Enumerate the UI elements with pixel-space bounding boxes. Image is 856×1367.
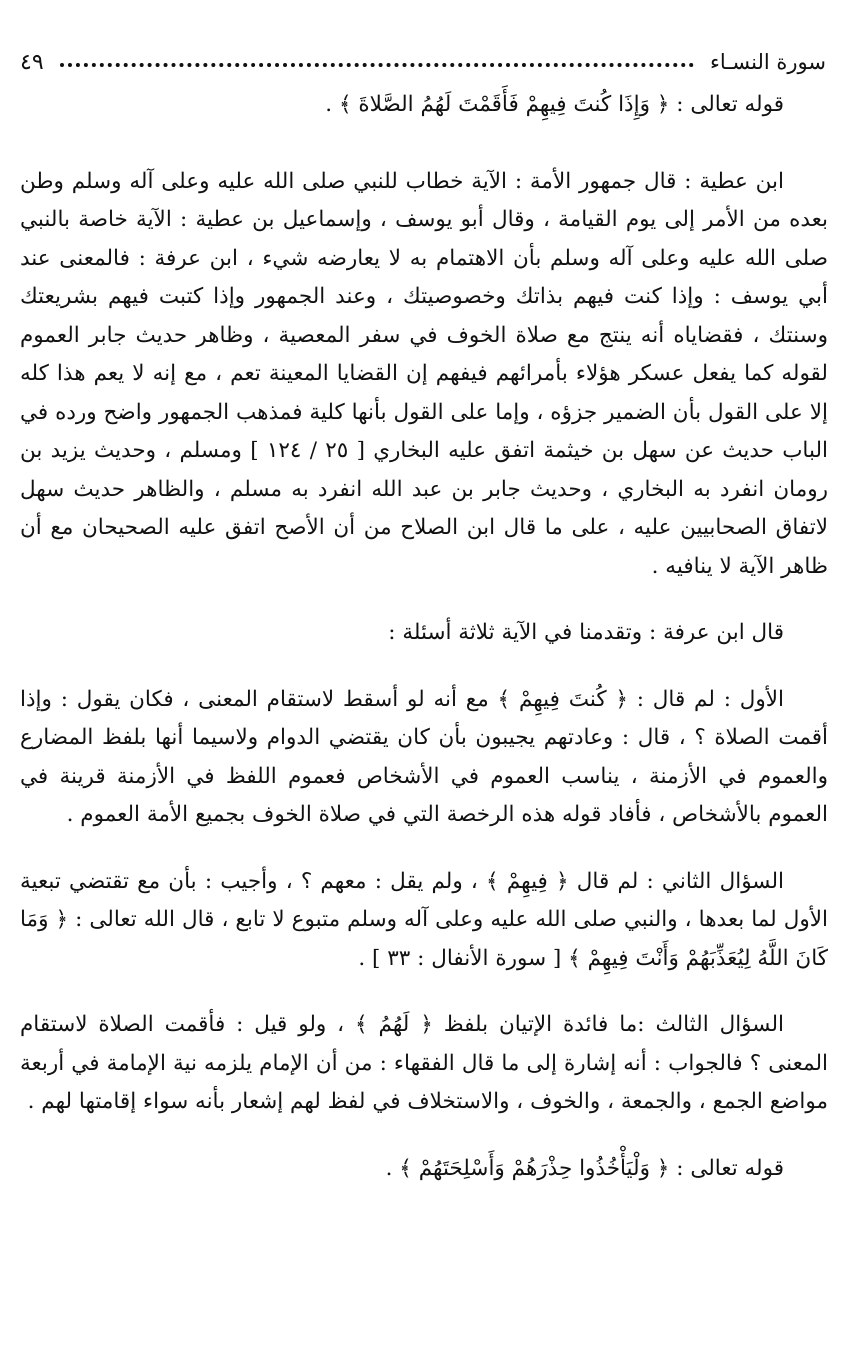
commentary-paragraph-question-3: السؤال الثالث :ما فائدة الإتيان بلفظ ﴿ لَهُمُ ﴾ ، ولو قيل : فأقمت الصلاة لاستقام المعنى ؟ فالجواب : أنه إشارة إلى ما قال الفقهاء : من أن الإمام يلزمه نية الإمامة في أربعة مواضع الجمع ، والجمعة ، والخوف ، والاستخلاف في لفظ لهم إشعار بأنه سواء إقامتها لهم . xyxy=(20,1012,828,1114)
page-header xyxy=(20,42,826,82)
verse-heading-2: قوله تعالى : ﴿ وَلْيَأْخُذُوا حِذْرَهُمْ وَأَسْلِحَتَهُمْ ﴾ . xyxy=(385,1155,784,1181)
commentary-paragraph-question-2: السؤال الثاني : لم قال ﴿ فِيهِمْ ﴾ ، ولم يقل : معهم ؟ ، وأجيب : بأن مع تقتضي تبعية الأول لما بعدها ، والنبي صلى الله عليه وعلى آله وسلم متبوع لا تابع ، قال الله تعالى : ﴿ وَمَا كَانَ اللَّهُ لِيُعَذِّبَهُمْ وَأَنْتَ فِيهِمْ ﴾ [ سورة الأنفال : ٣٣ ] . xyxy=(20,868,828,971)
commentary-paragraph-intro-questions: قال ابن عرفة : وتقدمنا في الآية ثلاثة أسئلة : xyxy=(388,620,784,645)
page-body xyxy=(20,86,828,1188)
header-dotted-rule xyxy=(60,57,694,67)
verse-heading-1: قوله تعالى : ﴿ وَإِذَا كُنتَ فِيهِمْ فَأَقَمْتَ لَهُمُ الصَّلاةَ ﴾ . xyxy=(325,92,784,117)
page-number: ٤٩ xyxy=(20,49,44,75)
surah-title: سورة النسـاء xyxy=(710,50,826,74)
commentary-paragraph-question-1: الأول : لم قال : ﴿ كُنتَ فِيهِمْ ﴾ مع أنه لو أسقط لاستقام المعنى ، فكان يقول : وإذا أقمت الصلاة ؟ ، قال : وعادتهم يجيبون بأن كان يقتضي الدوام ولاسيما أنها بلفظ المضارع والعموم في الأزمنة ، يناسب العموم في الأشخاص فعموم اللفظ في الأزمنة قرينة في العموم بالأشخاص ، فأفاد قوله هذه الرخصة التي في صلاة الخوف بجميع الأمة العموم . xyxy=(20,686,828,827)
commentary-paragraph-ibn-atiyya: ابن عطية : قال جمهور الأمة : الآية خطاب للنبي صلى الله عليه وعلى آله وسلم وطن بعده من الأمر إلى يوم القيامة ، وقال أبو يوسف ، وإسماعيل بن عطية : الآية خاصة بالنبي صلى الله عليه وعلى آله وسلم بأن الاهتمام به لا يعارضه شيء ، ابن عرفة : فالمعنى عند أبي يوسف : وإذا كنت فيهم بذاتك وخصوصيتك ، وعند الجمهور وإذا كتبت فيهم بشريعتك وسنتك ، فقضاياه أنه ينتج مع صلاة الخوف في سفر المعصية ، وظاهر حديث جابر العموم لقوله كما يفعل عسكر هؤلاء بأمرائهم فيفهم إن القضايا المعينة تعم ، مع إنه لا يعم هذا كله إلا على القول بأن الضمير جزؤه ، وإما على القول بأنها كلية فمذهب الجمهور واضح ورده في الباب حديث عن سهل بن خيثمة اتفق عليه البخاري [ ٢٥ / ١٢٤ ] ومسلم ، وحديث يزيد بن رومان انفرد به البخاري ، وحديث جابر بن عبد الله انفرد به مسلم ، والظاهر حديث سهل لاتفاق الصحابيين عليه ، على ما قال ابن الصلاح من أن الأصح اتفق عليه الصحيحان مع أن ظاهر الآية لا ينافيه . xyxy=(20,168,828,579)
